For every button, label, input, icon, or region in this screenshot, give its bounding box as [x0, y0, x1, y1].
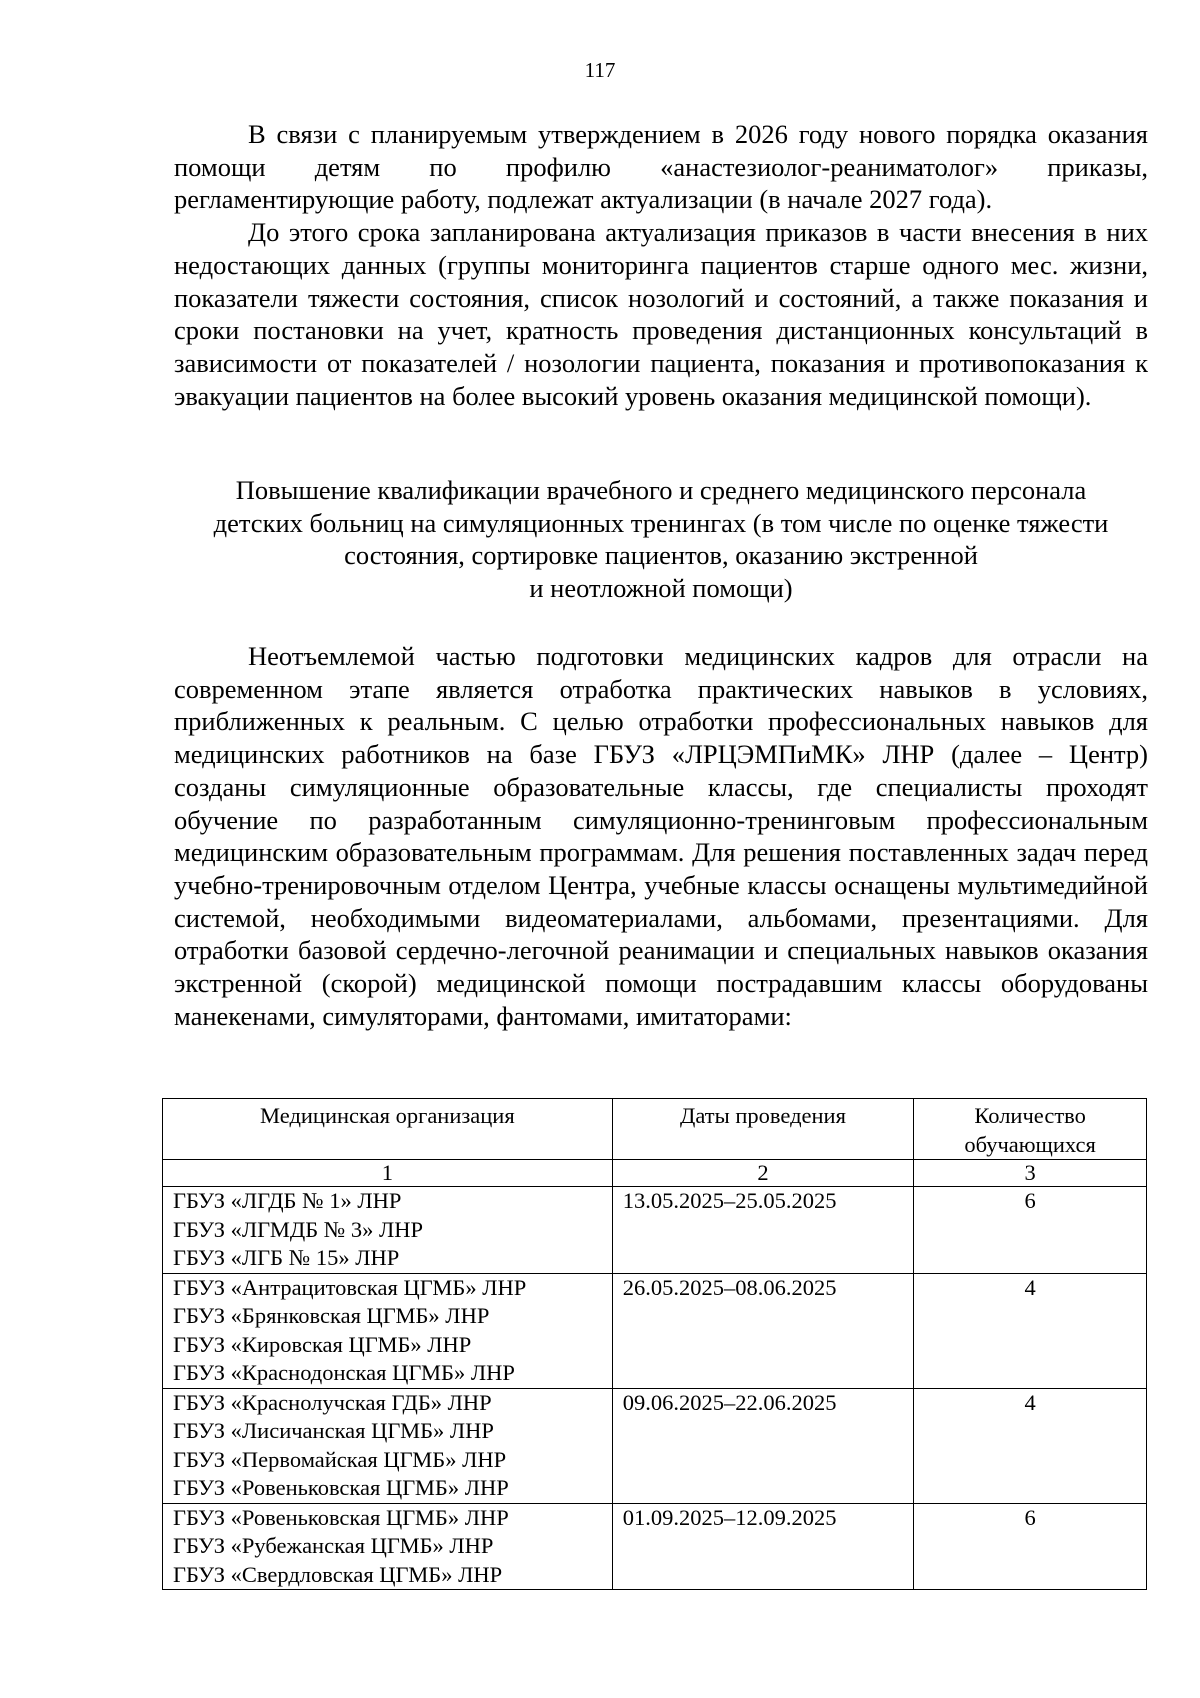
count-cell: 4: [914, 1388, 1147, 1503]
heading-line: детских больниц на симуляционных тренингах (в том числе по оценке тяжести: [213, 507, 1109, 538]
intro-text: [174, 118, 1148, 412]
header-dates: Даты проведения: [612, 1099, 913, 1160]
column-number: 2: [612, 1160, 913, 1187]
count-cell: 6: [914, 1187, 1147, 1274]
paragraph-1: В связи с планируемым утверждением в 2026 году нового порядка оказания помощи детям по профилю «анастезиолог-реаниматолог» приказы, регламентирующие работу, подлежат актуализации (в начале 2027 года).: [174, 119, 1148, 215]
organization-name: ГБУЗ «Лисичанская ЦГМБ» ЛНР: [173, 1418, 494, 1443]
trainings-table: [162, 1098, 1147, 1590]
paragraph-3: Неотъемлемой частью подготовки медицинских кадров для отрасли на современном этапе является отработка практических навыков в условиях, приближенных к реальным. С целью отработки профессиональных навыков для медицинских работников на базе ГБУЗ «ЛРЦЭМПиМК» ЛНР (далее – Центр) созданы симуляционные образовательные классы, где специалисты проходят обучение по разработанным симуляционно-тренинговым профессиональным медицинским образовательным программам. Для решения поставленных задач перед учебно-тренировочным отделом Центра, учебные классы оснащены мультимедийной системой, необходимыми видеоматериалами, альбомами, презентациями. Для отработки базовой сердечно-легочной реанимации и специальных навыков оказания экстренной (скорой) медицинской помощи пострадавшим классы оборудованы манекенами, симуляторами, фантомами, имитаторами:: [174, 641, 1148, 1031]
heading-line: Повышение квалификации врачебного и среднего медицинского персонала: [235, 475, 1087, 505]
table-row: [163, 1187, 1147, 1274]
table-row: [163, 1388, 1147, 1503]
organization-name: ГБУЗ «ЛГБ № 15» ЛНР: [173, 1245, 400, 1270]
organization-cell: [163, 1503, 613, 1590]
column-number: 1: [163, 1160, 613, 1187]
organization-name: ГБУЗ «Брянковская ЦГМБ» ЛНР: [173, 1303, 490, 1328]
count-cell: 4: [914, 1273, 1147, 1388]
organization-name: ГБУЗ «Рубежанская ЦГМБ» ЛНР: [173, 1533, 494, 1558]
table-row: [163, 1273, 1147, 1388]
paragraph-2: До этого срока запланирована актуализация приказов в части внесения в них недостающих данных (группы мониторинга пациентов старше одного мес. жизни, показатели тяжести состояния, список нозологий и состояний, а также показания и сроки постановки на учет, кратность проведения дистанционных консультаций в зависимости от показателей / нозологии пациента, показания и противопоказания к эвакуации пациентов на более высокий уровень оказания медицинской помощи).: [174, 217, 1148, 411]
organization-name: ГБУЗ «Первомайская ЦГМБ» ЛНР: [173, 1446, 507, 1472]
organization-name: ГБУЗ «Свердловская ЦГМБ» ЛНР: [173, 1561, 503, 1587]
table-row: [163, 1503, 1147, 1590]
table-header-row: [163, 1099, 1147, 1160]
header-count: Количество обучающихся: [914, 1099, 1147, 1160]
organization-cell: [163, 1273, 613, 1388]
organization-name: ГБУЗ «ЛГМДБ № 3» ЛНР: [173, 1216, 424, 1242]
organization-cell: [163, 1388, 613, 1503]
page-number: 117: [584, 58, 616, 82]
body-text: [174, 640, 1148, 1032]
organization-cell: [163, 1187, 613, 1274]
organization-name: ГБУЗ «Антрацитовская ЦГМБ» ЛНР: [173, 1274, 527, 1300]
organization-name: ГБУЗ «Ровеньковская ЦГМБ» ЛНР: [173, 1475, 509, 1500]
header-organization: Медицинская организация: [163, 1099, 613, 1160]
column-number: 3: [914, 1160, 1147, 1187]
dates-cell: 26.05.2025–08.06.2025: [612, 1273, 913, 1388]
count-cell: 6: [914, 1503, 1147, 1590]
organization-name: ГБУЗ «Ровеньковская ЦГМБ» ЛНР: [173, 1504, 509, 1530]
organization-name: ГБУЗ «Кировская ЦГМБ» ЛНР: [173, 1331, 472, 1357]
dates-cell: 13.05.2025–25.05.2025: [612, 1187, 913, 1274]
section-heading: [174, 474, 1148, 605]
organization-name: ГБУЗ «Краснолучская ГДБ» ЛНР: [173, 1389, 492, 1415]
dates-cell: 01.09.2025–12.09.2025: [612, 1503, 913, 1590]
column-number-row: [163, 1160, 1147, 1187]
organization-name: ГБУЗ «Краснодонская ЦГМБ» ЛНР: [173, 1360, 515, 1385]
organization-name: ГБУЗ «ЛГДБ № 1» ЛНР: [173, 1188, 402, 1213]
heading-line: состояния, сортировке пациентов, оказанию экстренной: [344, 540, 978, 571]
dates-cell: 09.06.2025–22.06.2025: [612, 1388, 913, 1503]
heading-line: и неотложной помощи): [529, 573, 793, 604]
